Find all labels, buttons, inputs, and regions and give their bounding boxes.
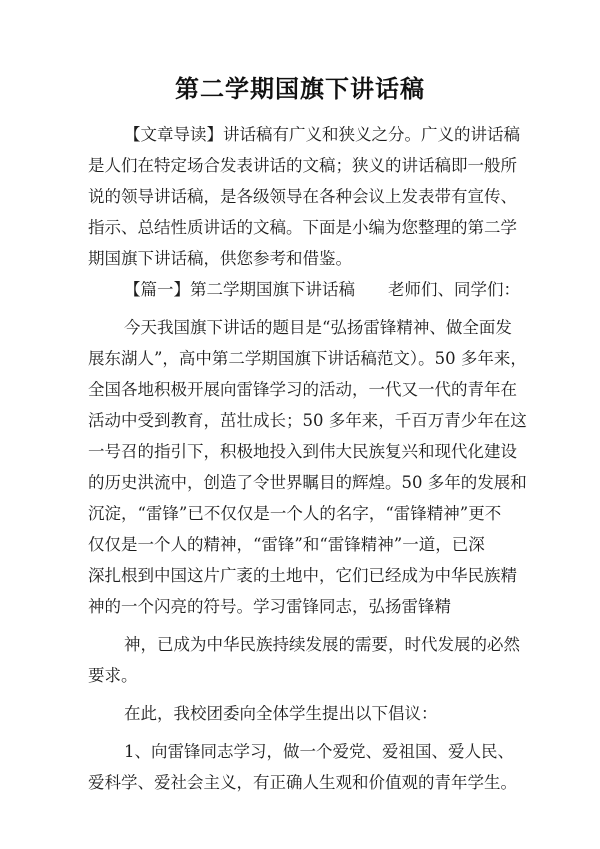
paragraph-line: 【文章导读】讲话稿有广义和狭义之分。广义的讲话稿 (124, 125, 520, 144)
paragraph-line: 一号召的指引下，积极地投入到伟大民族复兴和现代化建设 (88, 442, 517, 461)
paragraph-line: 沉淀，“雷锋”已不仅仅是一个人的名字，“雷锋精神”更不 (88, 504, 502, 523)
paragraph-line: 神的一个闪亮的符号。学习雷锋同志，弘扬雷锋精 (88, 597, 451, 616)
paragraph-line: 要求。 (88, 666, 138, 685)
paragraph-line: 的历史洪流中，创造了令世界瞩目的辉煌。50 多年的发展和 (88, 473, 527, 492)
paragraph-line: 活动中受到教育，茁壮成长；50 多年来，千百万青少年在这 (88, 411, 527, 430)
paragraph-line: 深扎根到中国这片广袤的土地中，它们已经成为中华民族精 (88, 566, 517, 585)
paragraph-line: 全国各地积极开展向雷锋学习的活动，一代又一代的青年在 (88, 380, 517, 399)
paragraph-line: 是人们在特定场合发表讲话的文稿；狭义的讲话稿即一般所 (88, 156, 517, 175)
paragraph-line: 展东湖人”，高中第二学期国旗下讲话稿范文）。50 多年来， (88, 349, 527, 368)
list-item-line: 1、向雷锋同志学习，做一个爱党、爱祖国、爱人民、 (124, 742, 514, 761)
list-item-line: 爱科学、爱社会主义，有正确人生观和价值观的青年学生。 (88, 773, 517, 792)
paragraph-line: 仅仅是一个人的精神，“雷锋”和“雷锋精神”一道，已深 (88, 535, 485, 554)
page-title: 第二学期国旗下讲话稿 (175, 75, 425, 103)
paragraph-line: 今天我国旗下讲话的题目是“弘扬雷锋精神、做全面发 (124, 318, 512, 337)
section-heading-line: 【篇一】第二学期国旗下讲话稿 老师们、同学们： (124, 280, 520, 299)
paragraph-line: 期国旗下讲话稿，供您参考和借鉴。 (88, 249, 352, 268)
paragraph-line: 指示、总结性质讲话的文稿。下面是小编为您整理的第二学 (88, 218, 517, 237)
paragraph-line: 在此，我校团委向全体学生提出以下倡议： (124, 704, 438, 723)
paragraph-line: 说的领导讲话稿，是各级领导在各种会议上发表带有宣传、 (88, 187, 517, 206)
paragraph-line: 神，已成为中华民族持续发展的需要，时代发展的必然 (124, 635, 520, 654)
